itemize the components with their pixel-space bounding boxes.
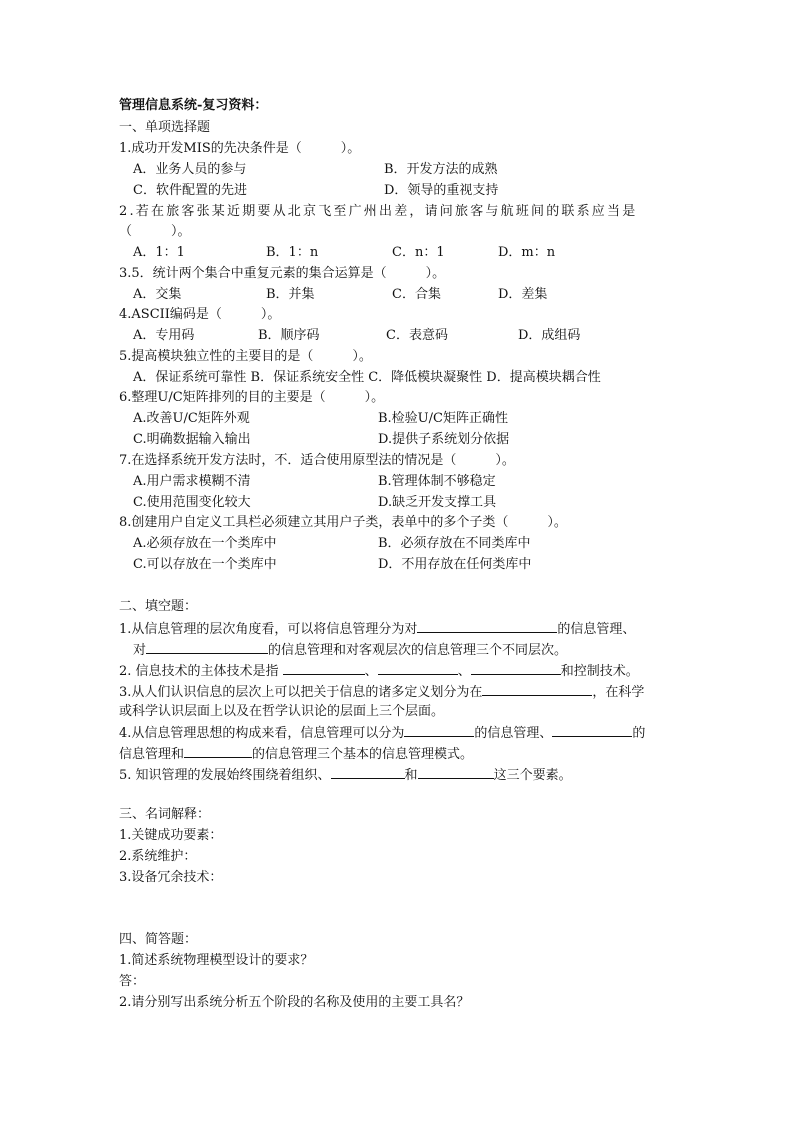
fill4-text-e: 的信息管理三个基本的信息管理模式。 (252, 747, 474, 762)
q4-stem: 4.ASCII编码是（ ）。 (119, 307, 281, 322)
fill2-sep-2: 、 (457, 664, 471, 679)
fill5-text-b: 和 (404, 768, 418, 783)
section1-heading: 一、单项选择题 (119, 120, 211, 135)
fill1-blank-2[interactable] (146, 640, 268, 654)
q1-stem: 1.成功开发MIS的先决条件是（ ）。 (119, 141, 361, 156)
q4-option-b: B．顺序码 (258, 328, 320, 343)
q2-stem-cont: （ ）。 (119, 224, 191, 239)
short-answer-1: 1.简述系统物理模型设计的要求？ (119, 953, 314, 968)
fill4-text-d: 信息管理和 (119, 747, 185, 762)
q6-option-b: B.检验U/C矩阵正确性 (378, 411, 508, 426)
q2-option-d: D．m：n (498, 245, 556, 260)
fill2-blank-1[interactable] (283, 661, 365, 675)
q7-option-c: C.使用范围变化较大 (133, 495, 251, 510)
section3-heading: 三、名词解释： (119, 807, 211, 822)
fill1-line2 (133, 640, 567, 660)
fill1-text-a: 1.从信息管理的层次角度看，可以将信息管理分为对 (119, 622, 418, 637)
q1-option-a: A．业务人员的参与 (133, 162, 247, 177)
fill1-line1 (119, 619, 635, 639)
q8-option-a: A.必须存放在一个类库中 (133, 536, 277, 551)
term-1: 1.关键成功要素： (119, 828, 223, 843)
q8-option-d: D．不用存放在任何类库中 (378, 557, 532, 572)
q5-stem: 5.提高模块独立性的主要目的是（ ）。 (119, 349, 372, 364)
fill2-sep-1: 、 (364, 664, 378, 679)
q3-option-d: D．差集 (498, 287, 548, 302)
term-2: 2.系统维护： (119, 849, 197, 864)
short-answer-2: 2.请分别写出系统分析五个阶段的名称及使用的主要工具名？ (119, 995, 470, 1010)
fill5-text-a: 5. 知识管理的发展始终围绕着组织、 (119, 768, 331, 783)
fill4-line2 (119, 744, 473, 764)
q4-option-a: A．专用码 (133, 328, 195, 343)
fill3-line2: 或科学认识层面上以及在哲学认识论的层面上三个层面。 (119, 704, 445, 719)
q5-options: A．保证系统可靠性 B．保证系统安全性 C．降低模块凝聚性 D．提高模块耦合性 (133, 370, 601, 385)
fill5-blank-2[interactable] (418, 765, 494, 779)
answer-label: 答： (119, 974, 146, 989)
q6-option-a: A.改善U/C矩阵外观 (133, 411, 250, 426)
fill2-line (119, 661, 639, 681)
document-title: 管理信息系统-复习资料： (119, 98, 268, 113)
fill4-text-b: 的信息管理、 (474, 726, 553, 741)
q3-option-b: B．并集 (266, 287, 315, 302)
q4-option-c: C．表意码 (386, 328, 448, 343)
fill2-blank-2[interactable] (378, 661, 458, 675)
fill3-line1 (119, 682, 644, 702)
fill4-blank-1[interactable] (404, 723, 474, 737)
fill4-line1 (119, 723, 645, 743)
q2-stem: 2.若在旅客张某近期要从北京飞至广州出差，请问旅客与航班间的联系应当是 (119, 204, 638, 219)
q1-option-d: D．领导的重视支持 (384, 183, 499, 198)
fill2-text-end: 和控制技术。 (560, 664, 639, 679)
fill4-blank-2[interactable] (552, 723, 632, 737)
q7-stem: 7.在选择系统开发方法时，不．适合使用原型法的情况是（ ）。 (119, 453, 515, 468)
fill3-text-b: ，在科学 (592, 685, 645, 700)
fill4-text-c: 的 (632, 726, 646, 741)
term-3: 3.设备冗余技术： (119, 870, 223, 885)
fill4-blank-3[interactable] (184, 744, 252, 758)
q3-option-a: A．交集 (133, 287, 182, 302)
fill4-text-a: 4.从信息管理思想的构成来看，信息管理可以分为 (119, 726, 405, 741)
q2-option-c: C．n：1 (392, 245, 445, 260)
q2-option-b: B．1：n (266, 245, 319, 260)
section2-heading: 二、填空题： (119, 599, 198, 614)
fill1-text-c: 对 (133, 643, 147, 658)
q8-option-b: B．必须存放在不同类库中 (378, 536, 531, 551)
q1-option-b: B．开发方法的成熟 (384, 162, 498, 177)
q4-option-d: D．成组码 (518, 328, 581, 343)
q7-option-b: B.管理体制不够稳定 (378, 474, 496, 489)
q1-option-c: C．软件配置的先进 (133, 183, 247, 198)
fill1-text-d: 的信息管理和对客观层次的信息管理三个不同层次。 (268, 643, 568, 658)
fill3-blank-1[interactable] (482, 682, 592, 696)
fill2-blank-3[interactable] (471, 661, 561, 675)
fill1-blank-1[interactable] (417, 619, 557, 633)
section4-heading: 四、简答题： (119, 932, 198, 947)
q6-option-c: C.明确数据输入输出 (133, 432, 251, 447)
fill5-blank-1[interactable] (331, 765, 405, 779)
q6-stem: 6.整理U/C矩阵排列的目的主要是（ ）。 (119, 390, 385, 405)
fill5-line (119, 765, 572, 785)
q6-option-d: D.提供子系统划分依据 (378, 432, 510, 447)
q7-option-d: D.缺乏开发支撑工具 (378, 495, 497, 510)
q8-stem: 8.创建用户自定义工具栏必须建立其用户子类，表单中的多个子类（ ）。 (119, 515, 567, 530)
fill5-text-c: 这三个要素。 (493, 768, 572, 783)
q2-option-a: A．1：1 (133, 245, 185, 260)
fill1-text-b: 的信息管理、 (557, 622, 636, 637)
q3-option-c: C．合集 (392, 287, 441, 302)
q8-option-c: C.可以存放在一个类库中 (133, 557, 277, 572)
fill3-text-a: 3.从人们认识信息的层次上可以把关于信息的诸多定义划分为在 (119, 685, 483, 700)
q7-option-a: A.用户需求模糊不清 (133, 474, 251, 489)
fill2-text-a: 2. 信息技术的主体技术是指 (119, 664, 283, 679)
q3-stem: 3.5．统计两个集合中重复元素的集合运算是（ ）。 (119, 266, 446, 281)
